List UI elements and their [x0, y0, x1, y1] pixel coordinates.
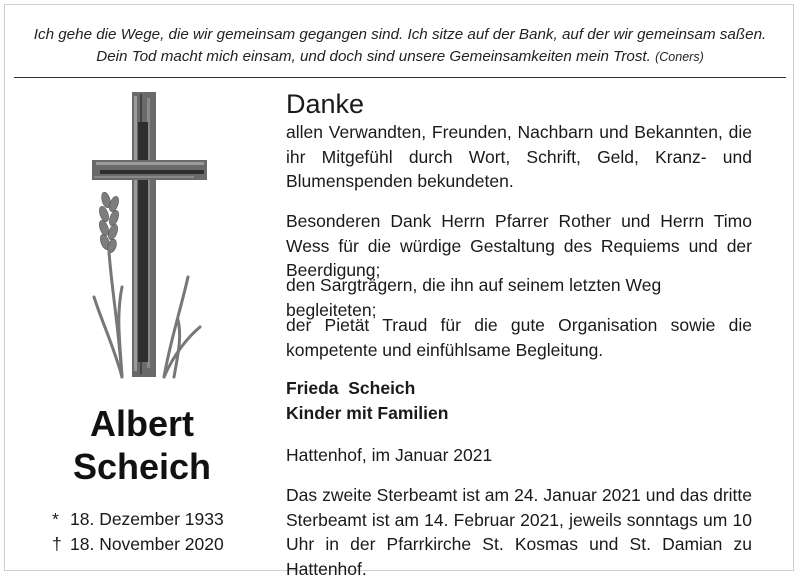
deceased-name — [30, 402, 254, 488]
thanks-paragraph-2: Besonderen Dank Herrn Pfarrer Rother und Herrn Timo Wess für die würdige Gestaltung des Requiems und der Beerdigung; — [286, 211, 752, 280]
signature-line-1: Frieda Scheich — [286, 378, 416, 398]
quote-source: (Coners) — [655, 50, 704, 64]
deceased-last-name: Scheich — [72, 446, 212, 487]
cross-with-wheat-icon — [92, 92, 207, 382]
signature-line-2: Kinder mit Familien — [286, 402, 449, 423]
quote-block — [14, 24, 786, 68]
deceased-first-name: Albert — [89, 403, 194, 444]
birth-date: 18. Dezember 1933 — [70, 509, 224, 529]
place-date: Hattenhof, im Januar 2021 — [286, 445, 493, 465]
thanks-paragraph-1: allen Verwandten, Freunden, Nachbarn und Bekannten, die ihr Mitgefühl durch Wort, Schrift, Geld, Kranz- und Blumenspenden bekundeten. — [286, 122, 752, 191]
death-date: 18. November 2020 — [70, 534, 224, 554]
divider — [14, 77, 786, 78]
service-note: Das zweite Sterbeamt ist am 24. Januar 2021 und das dritte Sterbeamt ist am 14. Februar 2021, jeweils sonntags um 10 Uhr in der Pfarrkirche St. Kosmas und St. Damian zu Hattenhof. — [286, 485, 752, 579]
birth-date-line — [52, 507, 262, 532]
thanks-title: Danke — [286, 89, 365, 119]
quote-line-2-text: Dein Tod macht mich einsam, und doch sind unsere Gemeinsamkeiten mein Trost. — [96, 48, 651, 65]
death-date-line — [52, 532, 262, 557]
quote-line-1: Ich gehe die Wege, die wir gemeinsam gegangen sind. Ich sitze auf der Bank, auf der wir gemeinsam saßen. — [33, 26, 767, 43]
life-dates — [52, 507, 262, 557]
death-symbol: † — [52, 534, 62, 554]
thanks-paragraph-4: der Pietät Traud für die gute Organisation sowie die kompetente und einfühlsame Begleitung. — [286, 315, 752, 360]
quote-line-2 — [14, 46, 786, 68]
wheat-icon — [98, 191, 121, 254]
birth-symbol: * — [52, 509, 59, 529]
signature-block — [286, 376, 752, 425]
thanks-paragraph-3: den Sargträgern, die ihn auf seinem letzten Weg begleiteten; — [286, 275, 662, 320]
